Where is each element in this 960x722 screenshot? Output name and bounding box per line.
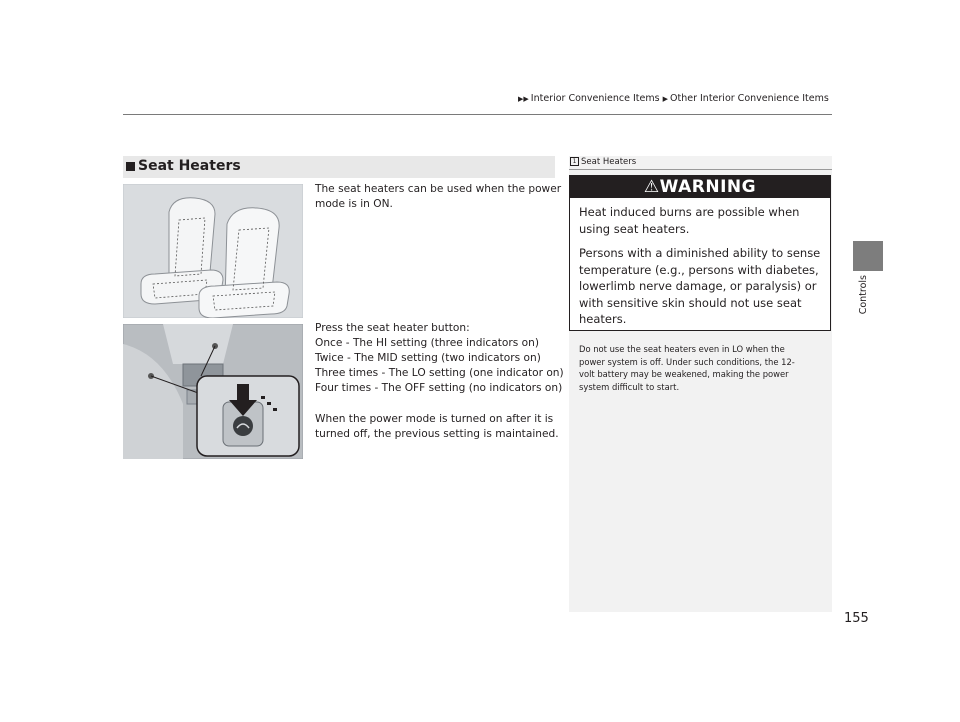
- header-rule: [123, 114, 832, 115]
- note-line: volt battery may be weakened, making the power: [579, 369, 789, 379]
- section-title: Seat Heaters: [138, 158, 241, 174]
- memory-line: When the power mode is turned on after it is: [315, 413, 554, 425]
- seat-heater-illustration: [123, 184, 303, 318]
- notes-header: [570, 157, 636, 167]
- breadcrumb-arrow-icon: ▶▶: [518, 95, 529, 103]
- intro-line: The seat heaters can be used when the power: [315, 183, 562, 195]
- note-line: system difficult to start.: [579, 381, 680, 392]
- steps-line: Twice - The MID setting (two indicators on): [315, 352, 541, 364]
- section-header: [123, 156, 555, 178]
- warning-line: with sensitive skin should not use seat: [579, 295, 802, 310]
- button-steps-text: [315, 321, 564, 396]
- notes-header-label: Seat Heaters: [581, 157, 637, 167]
- warning-line: using seat heaters.: [579, 221, 690, 236]
- warning-paragraph: [579, 204, 820, 237]
- chapter-tab-marker: [853, 241, 883, 271]
- chapter-tab-label: Controls: [858, 275, 869, 315]
- note-line: power system is off. Under such conditions, the 12-: [579, 356, 795, 367]
- warning-paragraph: [579, 245, 820, 328]
- intro-line: mode is in ON.: [315, 198, 393, 210]
- breadcrumb-level1: Interior Convenience Items: [530, 93, 660, 104]
- warning-triangle-icon: ⚠: [643, 177, 660, 197]
- note-text: [579, 343, 795, 393]
- note-line: Do not use the seat heaters even in LO when the: [579, 344, 785, 354]
- steps-line: Three times - The LO setting (one indicator on): [315, 367, 564, 379]
- breadcrumb: [518, 93, 829, 104]
- warning-line: lowerlimb nerve damage, or paralysis) or: [579, 279, 817, 293]
- section-bullet-icon: [126, 162, 135, 171]
- memory-text: [315, 412, 559, 442]
- steps-line: Once - The HI setting (three indicators on): [315, 337, 539, 349]
- breadcrumb-level2: Other Interior Convenience Items: [670, 93, 829, 104]
- warning-line: Heat induced burns are possible when: [579, 205, 800, 219]
- warning-line: heaters.: [579, 312, 627, 326]
- steps-line: Four times - The OFF setting (no indicators on): [315, 382, 563, 394]
- warning-line: temperature (e.g., persons with diabetes,: [579, 262, 819, 277]
- memory-line: turned off, the previous setting is maintained.: [315, 428, 559, 440]
- warning-text: [579, 204, 820, 336]
- breadcrumb-arrow-icon: ▶: [662, 95, 669, 103]
- warning-line: Persons with a diminished ability to sense: [579, 246, 821, 260]
- intro-text: [315, 182, 561, 212]
- steps-line: Press the seat heater button:: [315, 322, 470, 334]
- seat-heater-button-illustration: [123, 324, 303, 459]
- warning-title: [570, 177, 830, 197]
- warning-title-label: WARNING: [659, 177, 757, 197]
- page-number: 155: [844, 611, 869, 626]
- reference-marker-icon: 1: [570, 157, 579, 166]
- notes-rule: [569, 169, 832, 170]
